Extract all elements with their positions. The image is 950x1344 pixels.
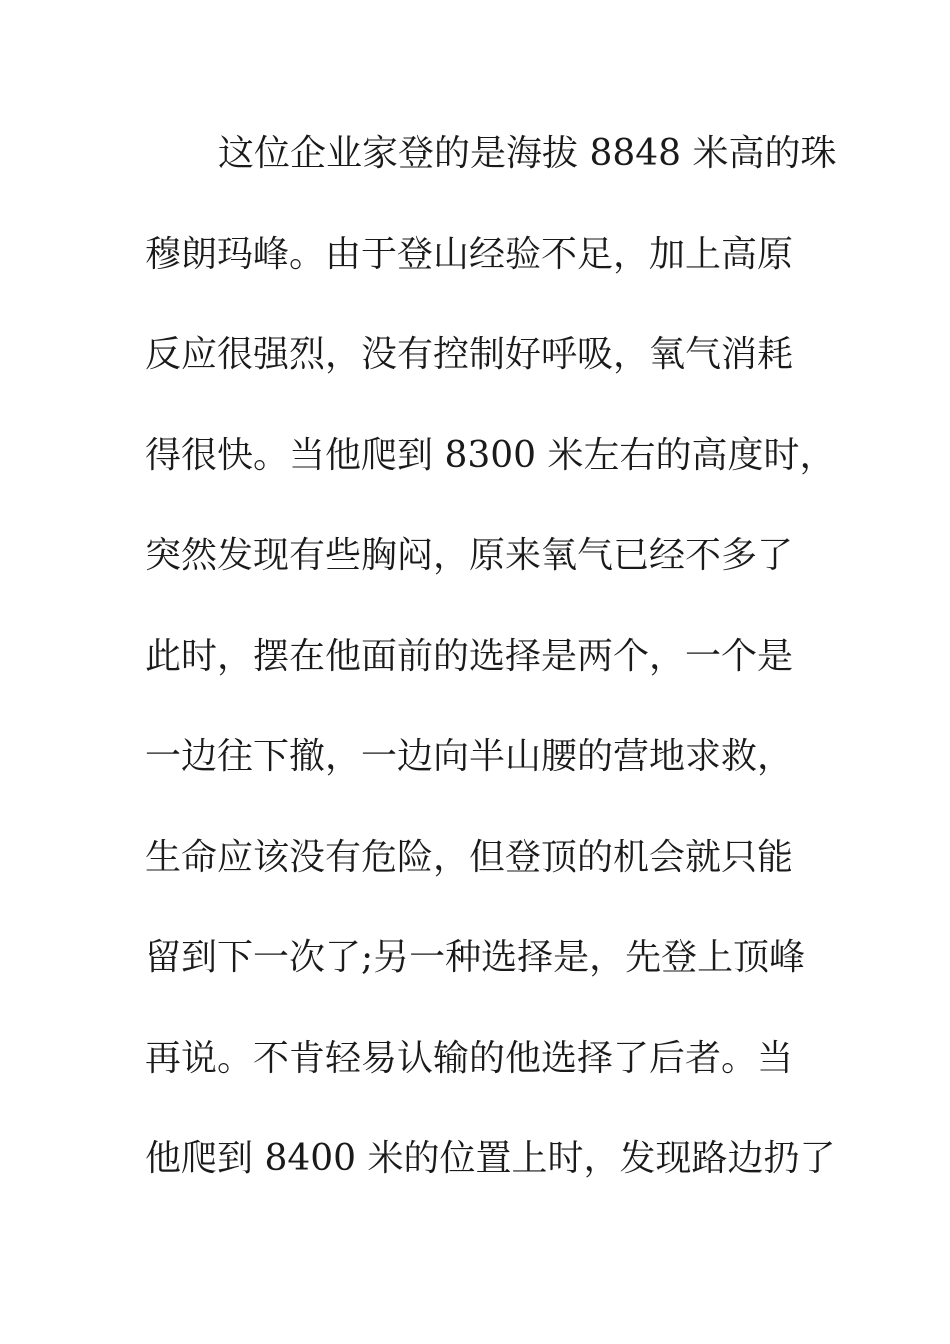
text-line-5: 突然发现有些胸闷，原来氧气已经不多了 <box>145 535 794 576</box>
text-line-3: 反应很强烈，没有控制好呼吸，氧气消耗 <box>145 334 794 375</box>
text-line-1: 这位企业家登的是海拔 8848 米高的珠 <box>218 133 837 174</box>
body-text <box>145 128 837 1234</box>
text-line-2: 穆朗玛峰。由于登山经验不足，加上高原 <box>145 233 794 275</box>
text-line-9: 留到下一次了;另一种选择是，先登上顶峰 <box>145 937 806 978</box>
text-line-4: 得很快。当他爬到 8300 米左右的高度时， <box>145 434 836 476</box>
text-line-8: 生命应该没有危险，但登顶的机会就只能 <box>145 836 794 878</box>
text-line-11: 他爬到 8400 米的位置上时，发现路边扔了 <box>145 1138 836 1179</box>
text-line-7: 一边往下撤，一边向半山腰的营地求救， <box>145 736 794 777</box>
text-line-6: 此时，摆在他面前的选择是两个，一个是 <box>145 635 794 677</box>
text-line-10: 再说。不肯轻易认输的他选择了后者。当 <box>145 1037 794 1079</box>
